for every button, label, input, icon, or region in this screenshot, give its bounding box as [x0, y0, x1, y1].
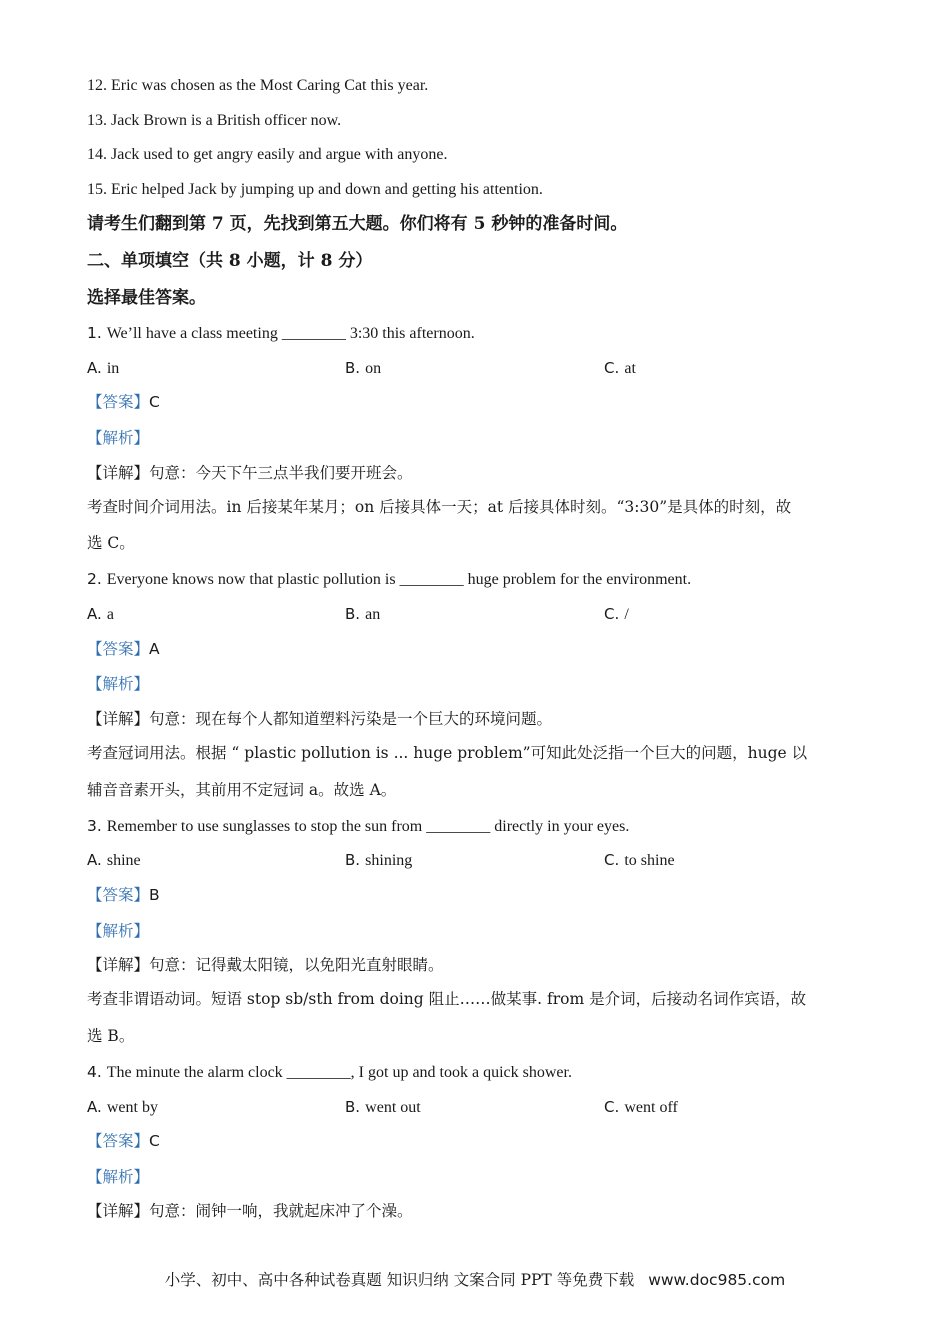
- statement-14: 14. Jack used to get angry easily and argue with anyone.: [87, 146, 448, 163]
- question-4-option-b: B. went out: [345, 1098, 421, 1116]
- question-1-answer: 【答案】C: [87, 393, 160, 411]
- question-2-explanation-line2: 辅音音素开头，其前用不定冠词 a。故选 A。: [87, 781, 397, 799]
- question-1-explanation-line1: 考查时间介词用法。in 后接某年某月；on 后接具体一天；at 后接具体时刻。“3:30”是具体的时刻，故: [87, 498, 792, 516]
- question-2-option-b: B. an: [345, 605, 381, 623]
- question-2-explanation-line1: 考查冠词用法。根据 “ plastic pollution is ... huge problem”可知此处泛指一个巨大的问题，huge 以: [87, 744, 808, 762]
- question-1-option-b: B. on: [345, 359, 382, 377]
- question-4-option-a: A. went by: [87, 1098, 158, 1116]
- question-2-detail: 【详解】句意：现在每个人都知道塑料污染是一个巨大的环境问题。: [87, 710, 553, 728]
- question-1-option-c: C. at: [604, 359, 636, 377]
- question-1-explanation-line2: 选 C。: [87, 534, 135, 552]
- question-3-stem: 3. Remember to use sunglasses to stop the sun from ________ directly in your eyes.: [87, 817, 630, 835]
- statement-12: 12. Eric was chosen as the Most Caring Cat this year.: [87, 77, 429, 94]
- question-3-explanation-line1: 考查非谓语动词。短语 stop sb/sth from doing 阻止……做某事. from 是介词，后接动名词作宾语，故: [87, 990, 807, 1008]
- question-3-analysis-label: 【解析】: [87, 922, 150, 940]
- instruction-text: 请考生们翻到第 7 页，先找到第五大题。你们将有 5 秒钟的准备时间。: [87, 214, 628, 234]
- question-3-explanation-line2: 选 B。: [87, 1027, 135, 1045]
- page-footer: [0, 1268, 950, 1290]
- section-subtitle: 选择最佳答案。: [87, 288, 206, 308]
- question-3-option-b: B. shining: [345, 851, 413, 869]
- question-2-stem: 2. Everyone knows now that plastic pollution is ________ huge problem for the environment.: [87, 570, 692, 588]
- question-3-detail: 【详解】句意：记得戴太阳镜，以免阳光直射眼睛。: [87, 956, 444, 974]
- question-4-stem: 4. The minute the alarm clock ________, I got up and took a quick shower.: [87, 1063, 572, 1081]
- question-3-option-a: A. shine: [87, 851, 141, 869]
- question-2-analysis-label: 【解析】: [87, 675, 150, 693]
- section-title: 二、单项填空（共 8 小题，计 8 分）: [87, 251, 373, 271]
- question-2-option-a: A. a: [87, 605, 114, 623]
- question-4-detail: 【详解】句意：闹钟一响，我就起床冲了个澡。: [87, 1202, 413, 1220]
- footer-text: 小学、初中、高中各种试卷真题 知识归纳 文案合同 PPT 等免费下载: [164, 1271, 635, 1289]
- question-2-option-c: C. /: [604, 605, 629, 623]
- footer-url[interactable]: www.doc985.com: [648, 1271, 786, 1289]
- question-1-analysis-label: 【解析】: [87, 429, 150, 447]
- statement-15: 15. Eric helped Jack by jumping up and down and getting his attention.: [87, 181, 543, 198]
- question-4-option-c: C. went off: [604, 1098, 678, 1116]
- question-4-answer: 【答案】C: [87, 1132, 160, 1150]
- question-2-answer: 【答案】A: [87, 640, 160, 658]
- question-4-analysis-label: 【解析】: [87, 1168, 150, 1186]
- question-1-stem: 1. We’ll have a class meeting ________ 3:30 this afternoon.: [87, 324, 475, 342]
- question-1-option-a: A. in: [87, 359, 120, 377]
- question-3-answer: 【答案】B: [87, 886, 160, 904]
- question-1-detail: 【详解】句意：今天下午三点半我们要开班会。: [87, 464, 413, 482]
- statement-13: 13. Jack Brown is a British officer now.: [87, 112, 342, 129]
- question-3-option-c: C. to shine: [604, 851, 675, 869]
